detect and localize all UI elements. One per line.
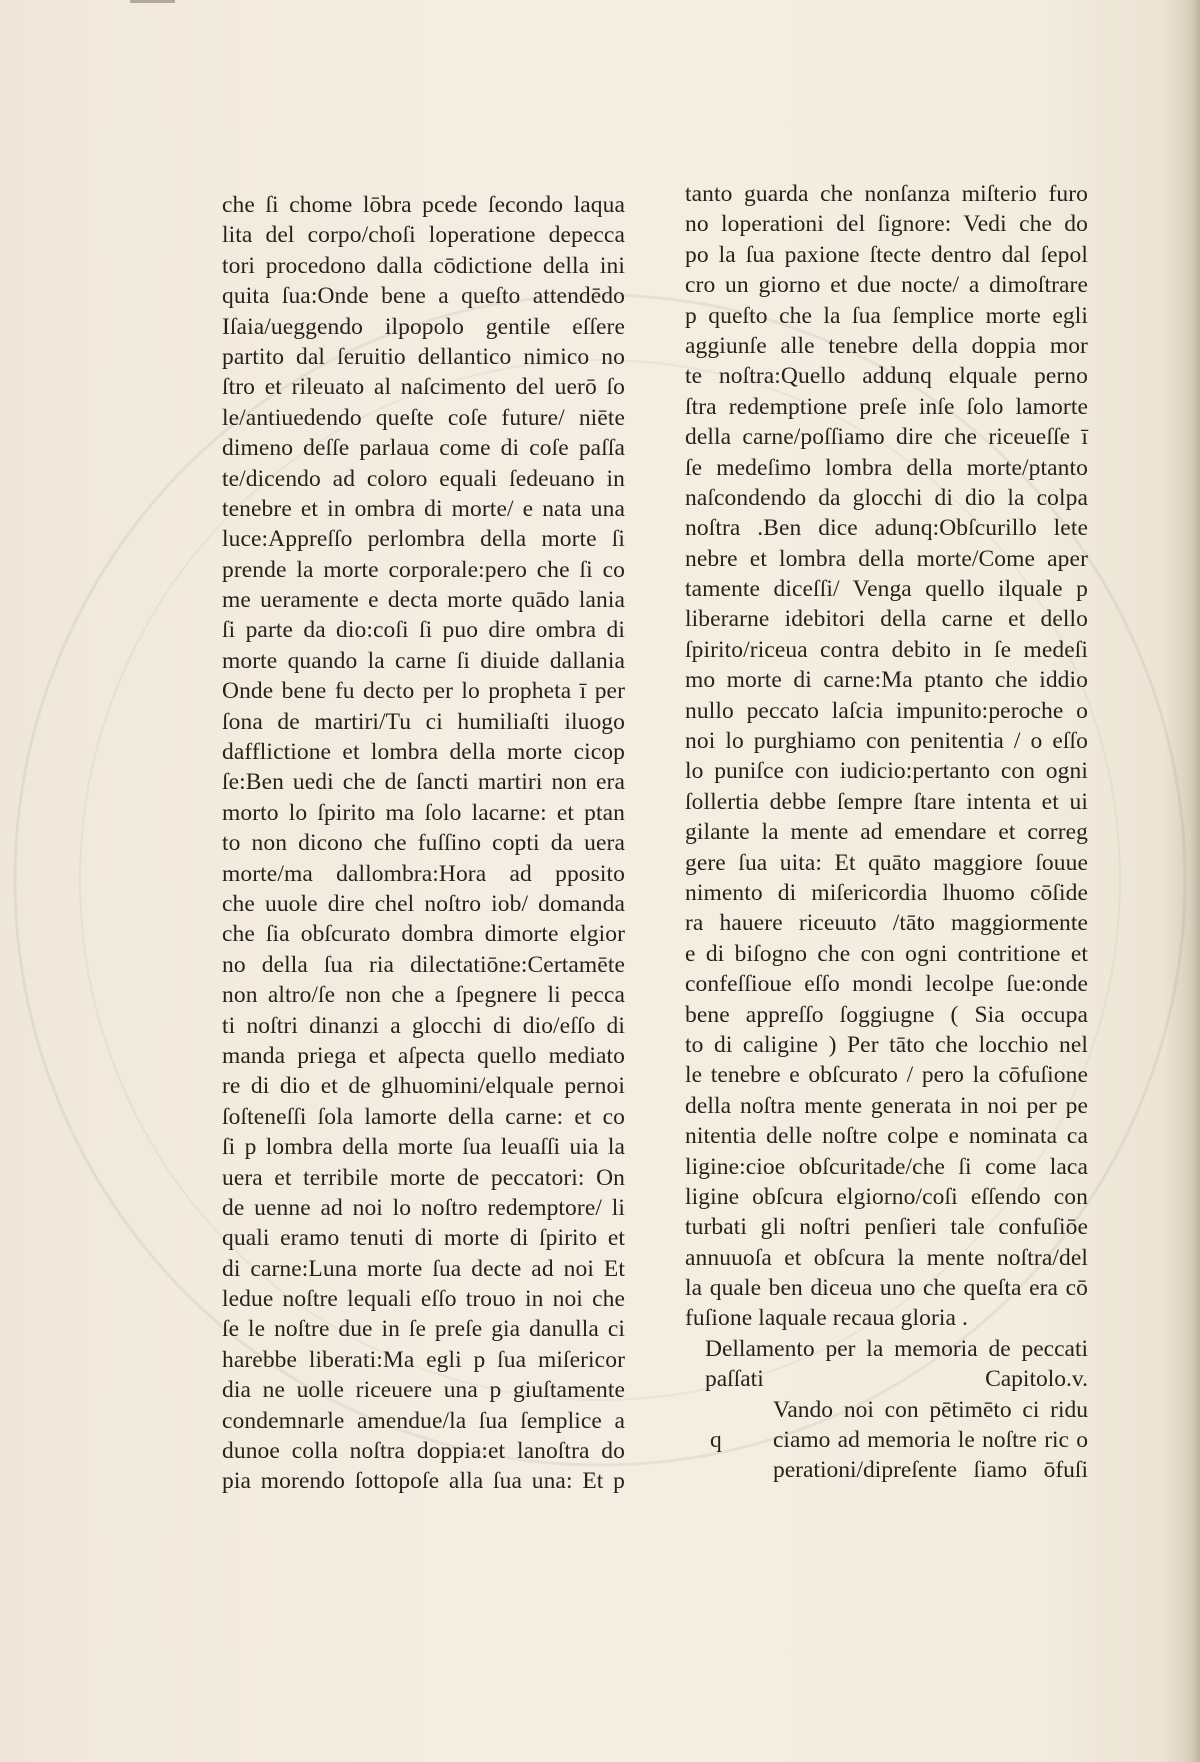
text-line: morte quando la carne ſi diuide dallania — [222, 647, 625, 674]
text-line: turbati gli noſtri penſieri tale confuſiōe — [685, 1214, 1088, 1241]
text-line: ſe:Ben uedi che de ſancti martiri non era — [222, 769, 625, 796]
text-line: che uuole dire chel noſtro iob/ domanda — [222, 890, 625, 917]
text-line: to non dicono che fuſſino copti da uera — [222, 830, 625, 857]
opening-text: ciamo ad memoria le noſtre ric o — [773, 1427, 1088, 1454]
text-line: noi lo purghiamo con penitentia / o eſſo — [685, 728, 1088, 755]
text-line: tanto guarda che nonſanza miſterio furo — [685, 181, 1088, 207]
text-line: della carne/poſſiamo dire che riceueſſe ī — [685, 424, 1088, 451]
text-line: tori procedono dalla cōdictione della ini — [222, 252, 625, 279]
text-line: de uenne ad noi lo noſtro redemptore/ li — [222, 1194, 625, 1221]
text-line: luce:Appreſſo perlombra della morte ſi — [222, 526, 625, 553]
text-line: re di dio et de glhuomini/elquale pernoi — [222, 1073, 625, 1100]
right-column-body — [685, 179, 1088, 1334]
text-line: quali eramo tenuti di morte di ſpirito et — [222, 1225, 625, 1252]
text-line: nebre et lombra della morte/Come aper — [685, 545, 1088, 572]
text-line: mo morte di carne:Ma ptanto che iddio — [685, 667, 1088, 694]
text-line: ti noſtri dinanzi a glocchi di dio/eſſo di — [222, 1012, 625, 1039]
text-line: te/dicendo ad coloro equali ſedeuano in — [222, 465, 625, 492]
text-line: harebbe liberati:Ma egli p ſua miſericor — [222, 1346, 625, 1373]
text-line: ra hauere riceuuto /tāto maggiormente — [685, 910, 1088, 937]
text-line: che ſia obſcurato dombra dimorte elgior — [222, 921, 625, 948]
text-line: dafflictione et lombra della morte cicop — [222, 739, 625, 766]
text-line: le tenebre e obſcurato / pero la cōfuſione — [685, 1062, 1088, 1089]
text-line: dunoe colla noſtra doppia:et lanoſtra do — [222, 1438, 625, 1465]
text-line: quita ſua:Onde bene a queſto attendēdo — [222, 283, 625, 310]
text-line: e di biſogno che con ogni contritione et — [685, 940, 1088, 967]
chapter-opening-line — [685, 1455, 1088, 1485]
left-text-column — [222, 190, 625, 1497]
text-line: pia morendo ſottopoſe alla ſua una: Et p — [222, 1468, 625, 1495]
text-line: naſcondendo da glocchi di dio la colpa — [685, 484, 1088, 511]
text-line: me ueramente e decta morte quādo lania — [222, 587, 625, 614]
text-line: lita del corpo/choſi loperatione depecca — [222, 222, 625, 249]
text-line: ſoſteneſſi ſola lamorte della carne: et co — [222, 1103, 625, 1130]
text-line: di carne:Luna morte ſua decte ad noi Et — [222, 1255, 625, 1282]
text-line: noſtra .Ben dice adunq:Obſcurillo lete — [685, 515, 1088, 542]
text-line: ſtro et rileuato al naſcimento del uerō ſo — [222, 374, 625, 401]
text-line: to di caligine ) Per tāto che locchio nel — [685, 1031, 1088, 1058]
text-line: le/antiuedendo queſte coſe future/ niēte — [222, 404, 625, 431]
right-text-column — [685, 179, 1088, 1486]
text-line: no loperationi del ſignore: Vedi che do — [685, 211, 1088, 238]
page-edge-mark — [130, 0, 175, 3]
text-line: ſi p lombra della morte ſua leuaſſi uia la — [222, 1134, 625, 1161]
text-line: liberarne idebitori della carne et dello — [685, 606, 1088, 633]
text-line: uera et terribile morte de peccatori: On — [222, 1164, 625, 1191]
text-line: della noſtra mente generata in noi per pe — [685, 1092, 1088, 1119]
text-line: nimento di miſericordia lhuomo cōſide — [685, 879, 1088, 906]
text-line: prende la morte corporale:pero che ſi co — [222, 556, 625, 583]
chapter-number: Capitolo.v. — [985, 1366, 1088, 1393]
text-line: annuuoſa et obſcura la mente noſtra/del — [685, 1244, 1088, 1271]
text-line: no della ſua ria dilectatiōne:Certamēte — [222, 951, 625, 978]
text-line: dia ne uolle riceuere una p giuſtamente — [222, 1377, 625, 1404]
text-line: ledue noſtre lequali eſſo trouo in noi che — [222, 1286, 625, 1313]
text-line: partito dal ſeruitio dellantico nimico no — [222, 343, 625, 370]
opening-text: perationi/dipreſente ſiamo ōfuſi — [773, 1457, 1088, 1484]
text-line: Iſaia/ueggendo ilpopolo gentile eſſere — [222, 313, 625, 340]
text-line: confeſſioue eſſo mondi lecolpe ſue:onde — [685, 971, 1088, 998]
chapter-opening-line — [685, 1425, 1088, 1455]
text-line: morto lo ſpirito ma ſolo lacarne: et ptan — [222, 799, 625, 826]
text-line: ſona de martiri/Tu ci humiliaſti iluogo — [222, 708, 625, 735]
text-line: che ſi chome lōbra pcede ſecondo laqua — [222, 192, 625, 218]
text-line: tamente diceſſi/ Venga quello ilquale p — [685, 576, 1088, 603]
chapter-heading-line-2 — [685, 1364, 1088, 1394]
text-line: aggiunſe alle tenebre della doppia mor — [685, 332, 1088, 359]
text-line: gilante la mente ad emendare et correg — [685, 819, 1088, 846]
text-line: gere ſua uita: Et quāto maggiore ſouue — [685, 849, 1088, 876]
text-line: morte/ma dallombra:Hora ad pposito — [222, 860, 625, 887]
text-line: po la ſua paxione ſtecte dentro dal ſepol — [685, 241, 1088, 268]
text-line: te noſtra:Quello addunq elquale perno — [685, 363, 1088, 390]
text-line: cro un giorno et due nocte/ a dimoſtrare — [685, 272, 1088, 299]
text-line: ſpirito/riceua contra debito in ſe medeſi — [685, 636, 1088, 663]
chapter-opening-line — [685, 1395, 1088, 1425]
text-line: lo puniſce con iudicio:pertanto con ogni — [685, 758, 1088, 785]
text-line: tenebre et in ombra di morte/ e nata una — [222, 495, 625, 522]
initial-guide-letter: q — [710, 1427, 722, 1454]
opening-text: Vando noi con pētimēto ci ridu — [773, 1396, 1088, 1423]
text-line: non altro/ſe non che a ſpegnere li pecca — [222, 982, 625, 1009]
text-line: nullo peccato laſcia impunito:peroche o — [685, 697, 1088, 724]
chapter-heading-title: Dellamento per la memoria de peccati — [705, 1335, 1088, 1362]
text-line: ſe le noſtre due in ſe preſe gia danulla ci — [222, 1316, 625, 1343]
text-line: ligine:cioe obſcuritade/che ſi come laca — [685, 1153, 1088, 1180]
text-line: p queſto che la ſua ſemplice morte egli — [685, 302, 1088, 329]
text-line: manda priega et aſpecta quello mediato — [222, 1042, 625, 1069]
chapter-heading-line-1 — [685, 1334, 1088, 1364]
text-line: bene appreſſo ſoggiugne ( Sia occupa — [685, 1001, 1088, 1028]
text-line: ſi parte da dio:coſi ſi puo dire ombra di — [222, 617, 625, 644]
text-line: nitentia delle noſtre colpe e nominata ca — [685, 1123, 1088, 1150]
text-line: ligine obſcura elgiorno/coſi eſſendo con — [685, 1183, 1088, 1210]
text-line: fuſione laquale recaua gloria . — [685, 1305, 968, 1332]
text-line: condemnarle amendue/la ſua ſemplice a — [222, 1407, 625, 1434]
text-line: ſtra redemptione preſe inſe ſolo lamorte — [685, 393, 1088, 420]
text-line: Onde bene fu decto per lo propheta ī per — [222, 678, 625, 705]
text-line: dimeno deſſe parlaua come di coſe paſſa — [222, 435, 625, 462]
chapter-heading-title-end: paſſati — [705, 1366, 764, 1393]
text-line: la quale ben diceua uno che queſta era cō — [685, 1275, 1088, 1302]
text-line: ſollertia debbe ſempre ſtare intenta et ui — [685, 788, 1088, 815]
text-line: ſe medeſimo lombra della morte/ptanto — [685, 454, 1088, 481]
